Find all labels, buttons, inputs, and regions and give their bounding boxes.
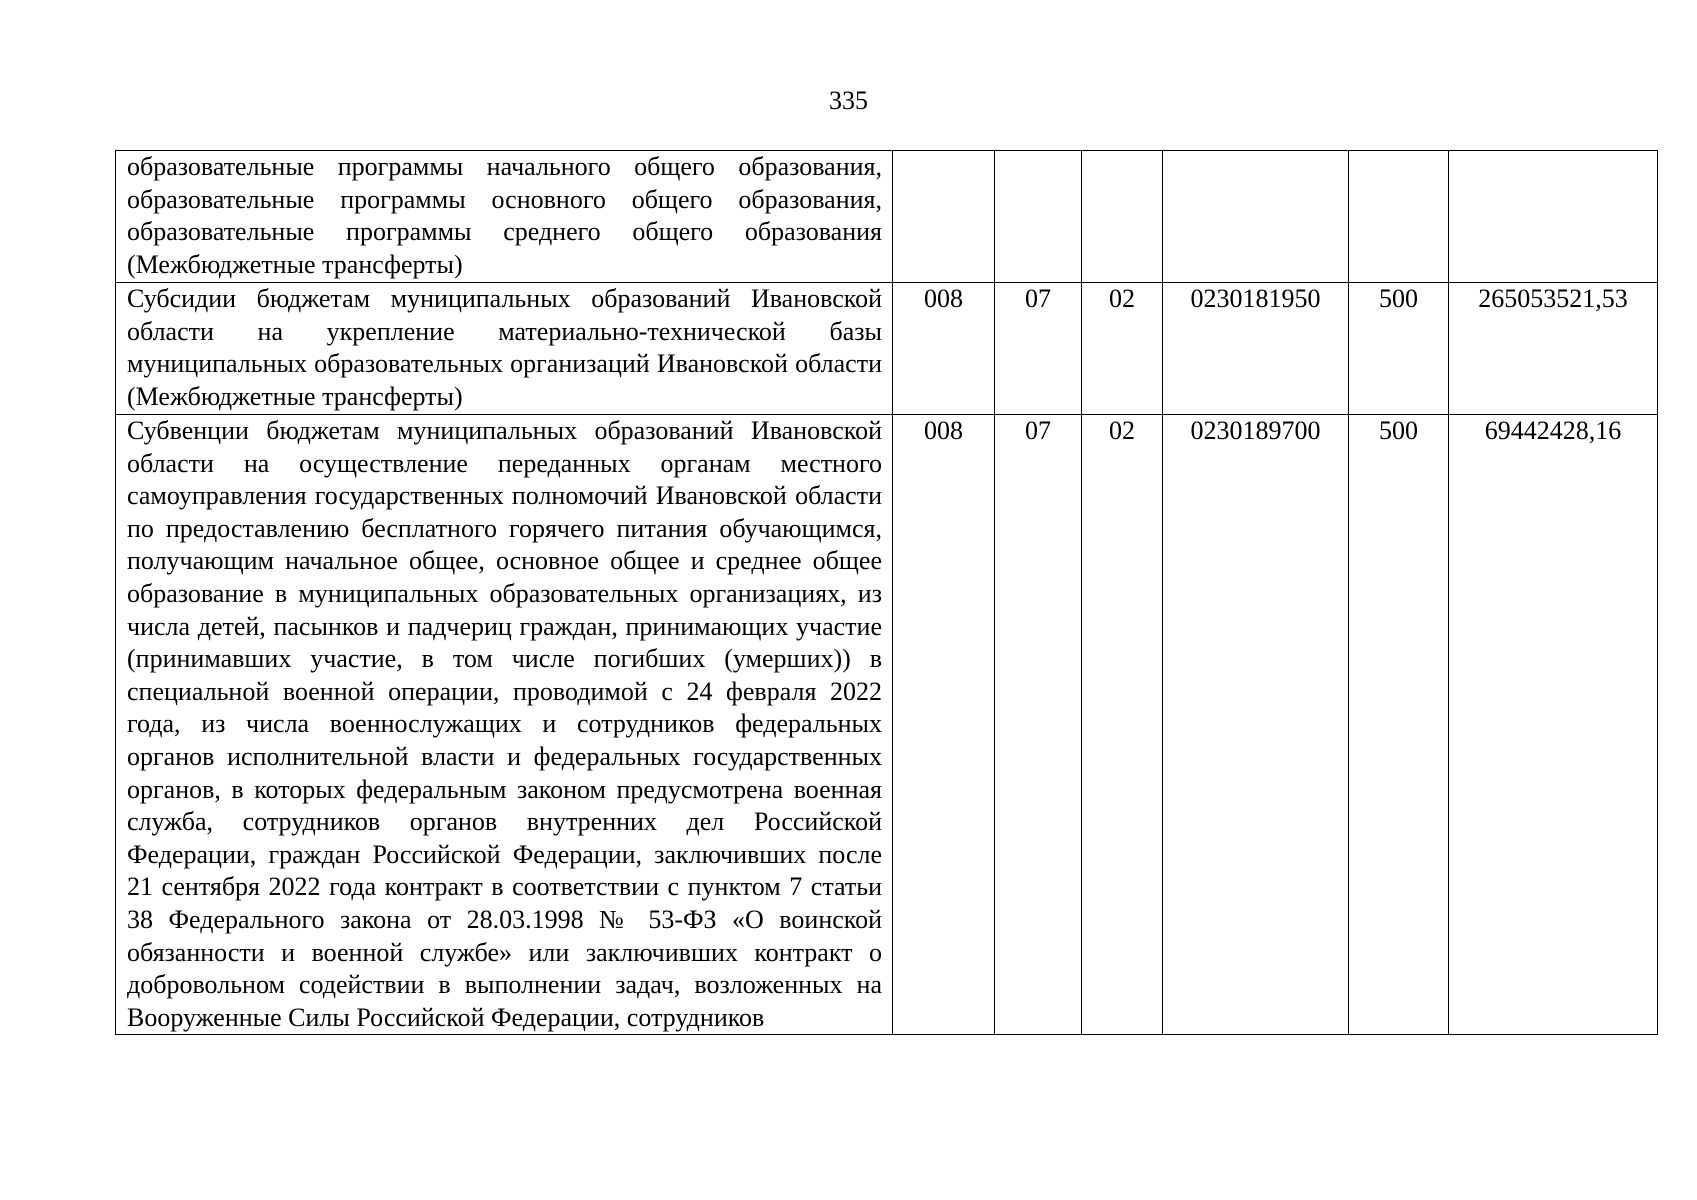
section-code: 07 — [995, 415, 1082, 1035]
table-row — [116, 151, 1658, 283]
ministry-code — [893, 151, 995, 283]
table-row — [116, 415, 1658, 1035]
amount-value: 265053521,53 — [1449, 283, 1658, 415]
section-code — [995, 151, 1082, 283]
subsection-code — [1082, 151, 1163, 283]
row-description: Субвенции бюджетам муниципальных образований Ивановской области на осуществление переданных органам местного самоуправления государственных полномочий Ивановской области по предоставлению бесплатного горячего питания обучающимся, получающим начальное общее, основное общее и среднее общее образование в муниципальных образовательных организациях, из числа детей, пасынков и падчериц граждан, принимающих участие (принимавших участие, в том числе погибших (умерших)) в специальной военной операции, проводимой с 24 февраля 2022 года, из числа военнослужащих и сотрудников федеральных органов исполнительной власти и федеральных государственных органов, в которых федеральным законом предусмотрена военная служба, сотрудников органов внутренних дел Российской Федерации, граждан Российской Федерации, заключивших после 21 сентября 2022 года контракт в соответствии с пунктом 7 статьи 38 Федерального закона от 28.03.1998 № 53-ФЗ «О воинской обязанности и военной службе» или заключивших контракт о добровольном содействии в выполнении задач, возложенных на Вооруженные Силы Российской Федерации, сотрудников — [116, 415, 893, 1035]
ministry-code: 008 — [893, 283, 995, 415]
ministry-code: 008 — [893, 415, 995, 1035]
expense-type-code: 500 — [1349, 283, 1449, 415]
expense-type-code — [1349, 151, 1449, 283]
row-description: образовательные программы начального общего образования, образовательные программы основного общего образования, образовательные программы среднего общего образования (Межбюджетные трансферты) — [116, 151, 893, 283]
target-article-code: 0230189700 — [1163, 415, 1349, 1035]
expense-type-code: 500 — [1349, 415, 1449, 1035]
amount-value: 69442428,16 — [1449, 415, 1658, 1035]
subsection-code: 02 — [1082, 415, 1163, 1035]
target-article-code — [1163, 151, 1349, 283]
subsection-code: 02 — [1082, 283, 1163, 415]
amount-value — [1449, 151, 1658, 283]
row-description: Субсидии бюджетам муниципальных образований Ивановской области на укрепление материально-технической базы муниципальных образовательных организаций Ивановской области (Межбюджетные трансферты) — [116, 283, 893, 415]
table-row — [116, 283, 1658, 415]
page-number: 335 — [829, 86, 868, 115]
budget-table — [115, 150, 1658, 1035]
target-article-code: 0230181950 — [1163, 283, 1349, 415]
section-code: 07 — [995, 283, 1082, 415]
